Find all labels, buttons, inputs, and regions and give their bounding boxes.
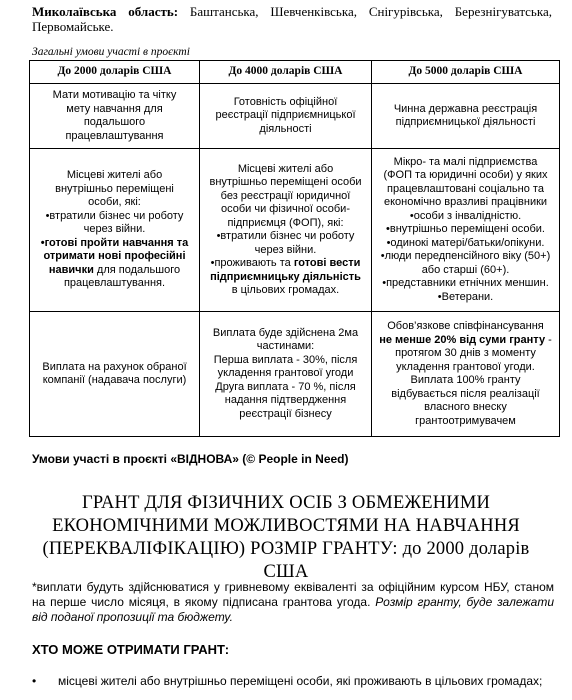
cell-line: Місцеві жителі або [66,169,163,182]
bullet-text: місцеві жителі або внутрішньо переміщені особи, які проживають в цільових громадах; [58,674,543,688]
grant-title-line: (ПЕРЕКВАЛІФІКАЦІЮ) РОЗМІР ГРАНТУ: до 2000 доларів США [42,539,530,582]
grant-title-line: ЕКОНОМІЧНИМИ МОЖЛИВОСТЯМИ НА НАВЧАННЯ [52,516,520,536]
cell-payment-2000 [30,312,200,437]
cell-line: не менше 20% від суми гранту [379,333,546,346]
cell-line: через війни. [83,223,146,236]
cell-line: внутрішньо переміщені [55,182,174,195]
cell-line: працевлаштування [65,129,164,142]
cell-line: Чинна державна реєстрація [393,102,538,115]
cell-eligible-2000 [30,149,200,312]
list-item [32,674,562,688]
cell-line: реєстрації підприємницької [215,109,356,122]
cell-line: реєстрації бізнесу [239,407,332,420]
who-heading: ХТО МОЖЕ ОТРИМАТИ ГРАНТ: [32,642,230,657]
header-4000: До 4000 доларів США [200,61,372,84]
cell-line: (ФОП та юридичні особи) у яких [383,169,548,182]
intro-paragraph [32,4,552,34]
cell-line: •одинокі матері/батьки/опікуни. [386,236,545,249]
cell-line: Друга виплата - 70 %, після [215,380,356,393]
cell-line: - [548,333,552,346]
cell-line: навички [48,263,94,276]
table-row [30,149,560,312]
region-label: Миколаївська область: [32,4,179,19]
note-main: *виплати будуть здійснюватися у гривневому еквіваленті за офіційним курсом НБУ, станом на перше число місяця, в якому підписана грантова угода. [32,580,554,609]
header-2000: До 2000 доларів США [30,61,200,84]
cell-motivation [30,84,200,149]
cell-line: укладення грантової угоди. [396,360,535,373]
bullet-icon: • [32,674,37,688]
cell-registration-active [372,84,560,149]
cell-line: працевлаштовані соціально та [387,182,544,195]
cell-line: через війни. [254,243,317,256]
table-row [30,312,560,437]
cell-line: •Ветерани. [437,290,494,303]
cell-eligible-5000 [372,149,560,312]
cell-line: Виплата на рахунок обраної [42,360,187,373]
payment-note [32,580,554,625]
cell-line: діяльності [259,122,312,135]
cell-payment-5000 [372,312,560,437]
cell-line: Перша виплата - 30%, після [213,353,358,366]
table-caption: Загальні умови участі в проєкті [32,46,190,58]
cell-line: компанії (надавача послуги) [42,374,187,386]
district-list: Баштанська, Шевченківська, Снігурівська, Березнігуватська, Первомайське. [32,4,552,34]
cell-line: в цільових громадах. [231,284,340,296]
cell-line: подальшого [83,116,146,128]
cell-line: або старші (60+). [421,263,510,276]
table-row [30,84,560,149]
cell-line: •проживають та [210,257,291,269]
cell-payment-4000 [200,312,372,437]
cell-line: •втратили бізнес чи роботу [216,230,355,242]
cell-line: •представники етнічних меншин. [382,277,549,290]
cell-line: отримати нові професійні [43,250,186,263]
cell-line: особи чи фізичної особи- [221,203,350,215]
conditions-table [29,60,560,437]
cell-line: внутрішньо переміщені особи [209,176,362,188]
cell-line: без реєстрації юридичної [220,189,351,202]
grant-title-line: ГРАНТ ДЛЯ ФІЗИЧНИХ ОСІБ З ОБМЕЖЕНИМИ [81,493,491,513]
cell-line: •люди передпенсійного віку (50+) [380,250,551,263]
cell-line: власного внеску [424,401,507,413]
cell-line: протягом 30 днів з моменту [395,347,536,359]
cell-line: особи, які: [88,196,141,209]
cell-line: Місцеві жителі або [237,162,334,175]
cell-line: грантоотримувачем [415,414,516,427]
cell-line: •готові пройти навчання та [40,236,189,249]
cell-line: підприємницької діяльності [395,116,536,128]
cell-line: економічно вразливі працівники [383,196,548,209]
cell-line: надання підтвердження [224,394,347,407]
cell-line: Готовність офіційної [233,95,338,108]
cell-eligible-4000 [200,149,372,312]
conditions-line: Умови участі в проєкті «ВІДНОВА» (© People in Need) [32,452,349,466]
cell-line: Мікро- та малі підприємства [393,155,538,168]
cell-line: працевлаштування. [63,277,166,290]
cell-line: Мати мотивацію та чітку [52,89,177,101]
cell-registration-readiness [200,84,372,149]
cell-line: укладення грантової угоди [217,367,354,380]
cell-line: Обов’язкове співфінансування [387,320,544,332]
cell-line: Виплата 100% гранту [410,374,521,386]
header-5000: До 5000 доларів США [372,61,560,84]
cell-line: підприємницьку діяльність [210,270,361,283]
cell-line: •внутрішньо переміщені особи. [386,223,545,236]
cell-line: відбувається після реалізації [391,387,540,400]
cell-line: готові вести [293,257,361,269]
cell-line: для подальшого [96,263,181,276]
cell-line: •особи з інвалідністю. [409,209,522,222]
grant-title [20,492,552,584]
note-italic: Розмір гранту, буде залежати від поданої пропозиції та бюджету. [32,595,554,624]
cell-line: Виплата буде здійснена 2ма [212,326,359,339]
cell-line: •втратили бізнес чи роботу [45,209,184,222]
cell-line: мету навчання для [66,102,163,115]
table-header-row [30,61,560,84]
cell-line: частинами: [256,340,315,353]
cell-line: підприємця (ФОП), які: [227,216,344,229]
